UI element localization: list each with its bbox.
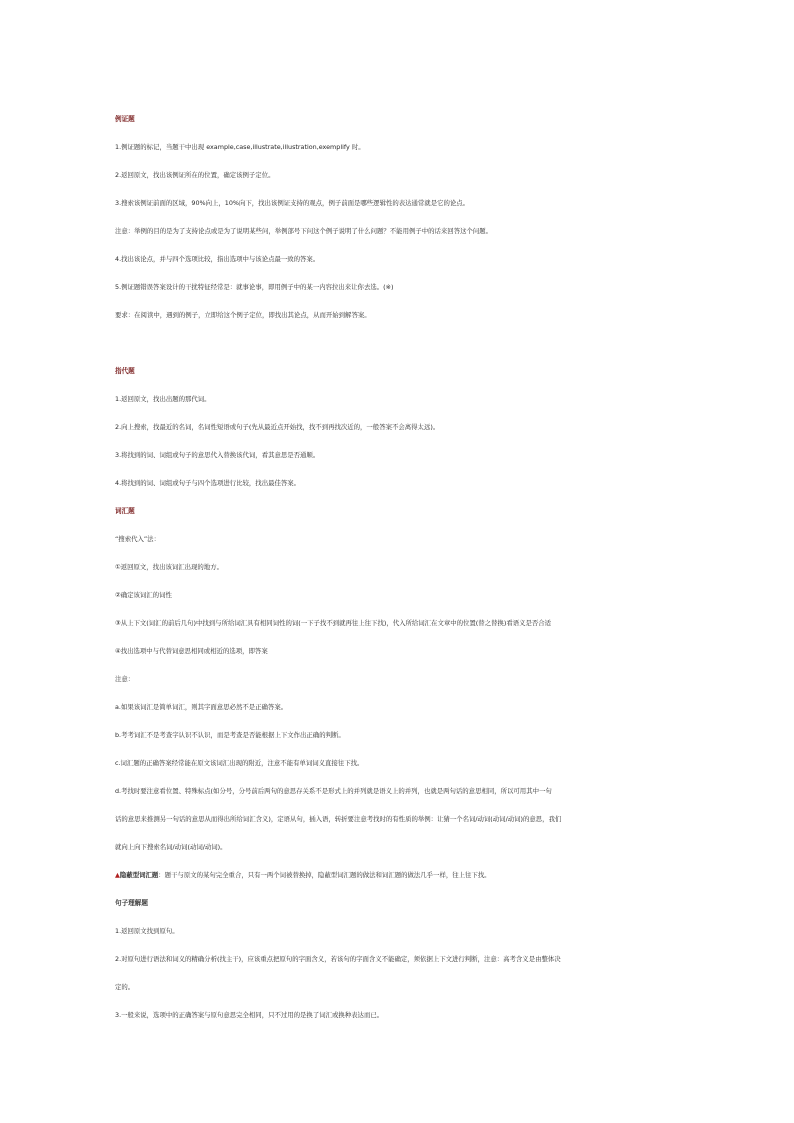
sentence-item-2: 2.对原句进行语法和词义的精确分析(找主干)，应该重点把原句的字面含义，若该句的字面含义不能确定，须依据上下文进行判断，注意：高考含义是由整体决 — [115, 955, 561, 963]
vocab-note-b: b.考考词汇不是考查字认识不认识，而是考查是否能根据上下文作出正确的判断。 — [115, 731, 345, 739]
sentence-item-1: 1.返回原文找到原句。 — [115, 927, 179, 935]
vocab-step-3: ③从上下文(词汇的前后几句)中找到与所给词汇具有相同词性的词(一下子找不到就再往上往下找)，代入所给词汇在文章中的位置(替之替换)看语义是否合适 — [115, 619, 552, 627]
example-item-5: 5.例证题错误答案设计的干扰特征经常是：就事论事，即用例子中的某一内容拉出来让你去选。(※) — [115, 283, 394, 291]
example-item-1: 1.例证题的标记，当题干中出现 example,case,illustrate,illustration,exemplify 时。 — [115, 143, 365, 151]
reference-item-4: 4.将找到的词、词组或句子与四个选项进行比较，找出最佳答案。 — [115, 479, 301, 487]
vocab-note-d-line2: 话的意思来推测另一句话的意思从而得出所给词汇含义)，定语从句，插入语，转折要注意考找时的有性质的举例：让猜一个名词/动词(动词/动词)的意思，我们 — [115, 815, 562, 823]
triangle-marker: ▲ — [115, 871, 120, 879]
vocab-method: “搜索代入”法： — [115, 535, 160, 543]
example-item-2: 2.返回原文，找出该例证所在的位置，确定该例子定位。 — [115, 171, 275, 179]
vocab-note-c: c.词汇题的正确答案经常能在原文该词汇出现的附近，注意不能有单词词义直接往下找。 — [115, 759, 364, 767]
reference-item-3: 3.将找到的词、词组或句子的意思代入替换该代词，看其意思是否通顺。 — [115, 451, 320, 459]
sentence-item-2-cont: 定的。 — [115, 983, 135, 991]
vocab-step-2: ②确定该词汇的词性 — [115, 591, 172, 599]
heading-example: 例证题 — [115, 115, 135, 123]
vocab-hidden-type — [115, 871, 685, 880]
example-item-3: 3.搜索该例证前面的区域，90%向上，10%向下，找出该例证支持的观点，例子前面是哪些逻辑性的表达通常就是它的论点。 — [115, 199, 470, 207]
vocab-step-1: ①返回原文，找出该词汇出现的地方。 — [115, 563, 223, 571]
heading-vocab: 词汇题 — [115, 507, 135, 515]
vocab-note-a: a.如果该词汇是简单词汇，则其字面意思必然不是正确答案。 — [115, 703, 288, 711]
vocab-step-4: ④找出选项中与代替词意思相同或相近的选项，即答案 — [115, 647, 268, 655]
hidden-type-label: 隐蔽型词汇题 — [119, 871, 159, 879]
heading-sentence: 句子理解题 — [115, 899, 148, 907]
vocab-note-d-line1: d.考找时要注意看位置、特殊标点(如分号，分号前后两句的意思存关系不是形式上的并列就是语义上的并列，也就是两句话的意思相同，所以可用其中一句 — [115, 787, 552, 795]
example-requirement: 要求：在阅读中，遇到的例子，立即给这个例子定位，即找出其论点，从而开始到解答案。 — [115, 311, 371, 319]
heading-reference: 指代题 — [115, 367, 135, 375]
hidden-type-text: ：题干与原文的某句完全重合，只有一两个词被替换掉，隐蔽型词汇题的做法和词汇题的做法几乎一样，往上往下找。 — [158, 871, 491, 879]
vocab-note-label: 注意： — [115, 675, 135, 683]
reference-item-2: 2.向上搜索，找最近的名词，名词性短语或句子(先从最近点开始找，找不到再找次近的，一般答案不会离得太远)。 — [115, 423, 440, 431]
vocab-note-d-line3: 就向上向下搜索名词/动词(动词/动词)。 — [115, 843, 227, 851]
sentence-item-3: 3.一般来说，选项中的正确答案与原句意思完全相同，只不过用的是换了词汇或换种表达而已。 — [115, 1011, 384, 1019]
reference-item-1: 1.返回原文，找出出题的那代词。 — [115, 395, 211, 403]
example-item-4: 4.找出该论点，并与四个选项比较，指出选项中与该论点最一致的答案。 — [115, 255, 320, 263]
example-note: 注意：举例的目的是为了支持论点或是为了说明某些问，举例部号下问这个例子说明了什么问题？不能用例子中的话来回答这个问题。 — [115, 227, 493, 235]
